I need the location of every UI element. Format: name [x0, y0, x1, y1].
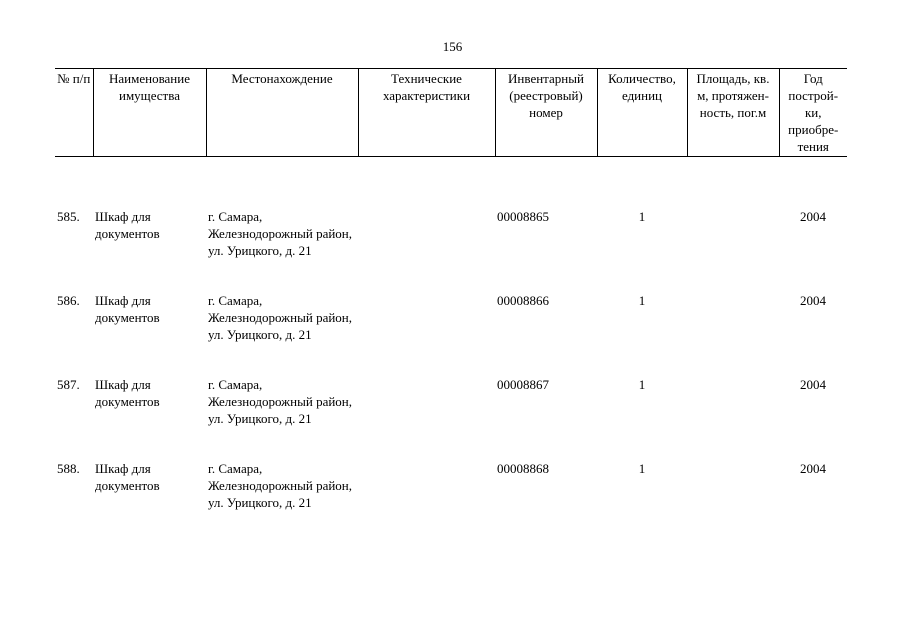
row-name: Шкаф для документов: [95, 461, 160, 493]
header-quantity: Количество, единиц: [597, 69, 687, 157]
header-inventory: Инвентарный (реестровый) номер: [495, 69, 597, 157]
page-number: 156: [442, 39, 463, 54]
header-name: Наименование имущества: [93, 69, 206, 157]
row-name: Шкаф для документов: [95, 209, 160, 241]
row-name: Шкаф для документов: [95, 293, 160, 325]
header-year: Год построй-ки, приобре-тения: [779, 69, 847, 157]
row-quantity: 1: [638, 461, 646, 476]
row-location: г. Самара, Железнодорожный район, ул. Урицкого, д. 21: [208, 209, 352, 258]
row-number: 588.: [57, 461, 80, 476]
row-year: 2004: [800, 461, 826, 476]
row-tech: [358, 292, 495, 376]
row-location: г. Самара, Железнодорожный район, ул. Урицкого, д. 21: [208, 293, 352, 342]
row-area: [687, 376, 779, 460]
row-number: 587.: [57, 377, 80, 392]
header-area: Площадь, кв. м, протяжен-ность, пог.м: [687, 69, 779, 157]
row-area: [687, 460, 779, 544]
row-inventory: 00008866: [497, 293, 549, 308]
row-inventory: 00008865: [497, 209, 549, 224]
row-location: г. Самара, Железнодорожный район, ул. Урицкого, д. 21: [208, 461, 352, 510]
row-area: [687, 208, 779, 292]
row-quantity: 1: [638, 377, 646, 392]
table-header: [55, 68, 847, 157]
table-row: [55, 460, 847, 544]
row-inventory: 00008868: [497, 461, 549, 476]
table-body: [55, 208, 847, 544]
row-name: Шкаф для документов: [95, 377, 160, 409]
header-number: № п/п: [55, 69, 93, 157]
row-inventory: 00008867: [497, 377, 549, 392]
row-tech: [358, 376, 495, 460]
table-row: [55, 292, 847, 376]
table-row: [55, 208, 847, 292]
row-quantity: 1: [638, 209, 646, 224]
row-year: 2004: [800, 293, 826, 308]
row-location: г. Самара, Железнодорожный район, ул. Урицкого, д. 21: [208, 377, 352, 426]
row-area: [687, 292, 779, 376]
row-number: 585.: [57, 209, 80, 224]
row-tech: [358, 208, 495, 292]
row-number: 586.: [57, 293, 80, 308]
header-tech: Технические характеристики: [358, 69, 495, 157]
table-row: [55, 376, 847, 460]
row-tech: [358, 460, 495, 544]
row-year: 2004: [800, 377, 826, 392]
row-quantity: 1: [638, 293, 646, 308]
header-location: Местонахождение: [206, 69, 358, 157]
row-year: 2004: [800, 209, 826, 224]
